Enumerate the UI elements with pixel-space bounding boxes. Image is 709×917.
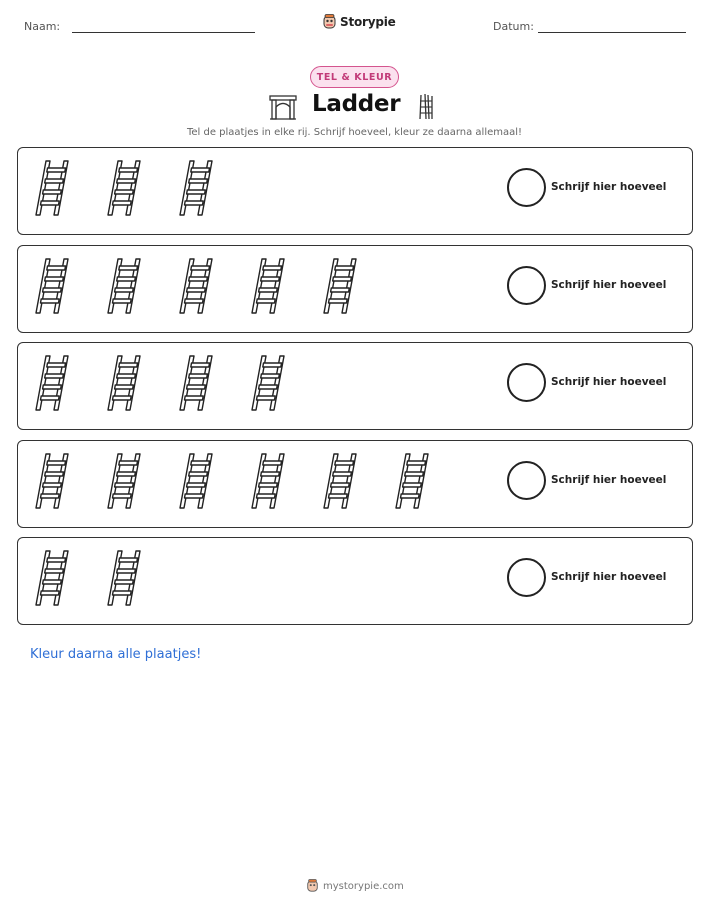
ladder-icon[interactable] xyxy=(104,353,144,413)
counting-row xyxy=(17,342,693,430)
answer-label: Schrijf hier hoeveel xyxy=(551,473,667,486)
answer-label: Schrijf hier hoeveel xyxy=(551,571,667,584)
instruction-text: Tel de plaatjes in elke rij. Schrijf hoeveel, kleur ze daarna allemaal! xyxy=(186,127,523,138)
answer-circle[interactable] xyxy=(507,461,546,500)
ladder-icon[interactable] xyxy=(320,451,360,511)
ladder-icon[interactable] xyxy=(392,451,432,511)
counting-row xyxy=(17,245,693,333)
answer-circle[interactable] xyxy=(507,558,546,597)
ladder-bundle-icon xyxy=(417,93,435,121)
answer-label: Schrijf hier hoeveel xyxy=(551,181,667,193)
answer-circle[interactable] xyxy=(507,266,546,305)
ladder-icon[interactable] xyxy=(176,256,216,316)
ladder-icon[interactable] xyxy=(320,256,360,316)
ladder-icon[interactable] xyxy=(248,256,288,316)
title-row xyxy=(0,91,709,123)
name-label: Naam: xyxy=(24,20,61,33)
answer-label: Schrijf hier hoeveel xyxy=(551,278,667,291)
storypie-mascot-icon xyxy=(306,879,319,893)
ladder-icon[interactable] xyxy=(248,353,288,413)
page-title: Ladder xyxy=(312,91,401,117)
ladder-icon[interactable] xyxy=(104,548,144,608)
date-label: Datum: xyxy=(493,20,534,33)
name-line[interactable] xyxy=(72,32,255,33)
site-url[interactable]: mystorypie.com xyxy=(323,880,404,892)
answer-circle[interactable] xyxy=(507,363,546,402)
ladder-icon[interactable] xyxy=(104,451,144,511)
ladder-icon[interactable] xyxy=(32,451,72,511)
arch-icon xyxy=(269,93,297,121)
ladder-icon[interactable] xyxy=(248,451,288,511)
date-line[interactable] xyxy=(538,32,686,33)
answer-label: Schrijf hier hoeveel xyxy=(551,376,667,389)
answer-circle[interactable] xyxy=(507,168,546,207)
ladder-icon[interactable] xyxy=(104,256,144,316)
ladder-icon[interactable] xyxy=(176,451,216,511)
ladder-icon[interactable] xyxy=(32,548,72,608)
ladder-icon[interactable] xyxy=(32,256,72,316)
ladder-icon[interactable] xyxy=(32,353,72,413)
brand-name: Storypie xyxy=(340,15,396,29)
counting-row xyxy=(17,147,693,235)
ladder-icon[interactable] xyxy=(176,353,216,413)
ladder-icon[interactable] xyxy=(104,158,144,218)
counting-row xyxy=(17,537,693,625)
ladder-icon[interactable] xyxy=(176,158,216,218)
storypie-mascot-icon xyxy=(322,14,337,30)
brand-logo xyxy=(322,13,396,31)
ladder-icon[interactable] xyxy=(32,158,72,218)
category-badge: TEL & KLEUR xyxy=(310,66,399,88)
site-footer xyxy=(306,879,404,893)
counting-row xyxy=(17,440,693,528)
footer-note: Kleur daarna alle plaatjes! xyxy=(30,647,202,662)
